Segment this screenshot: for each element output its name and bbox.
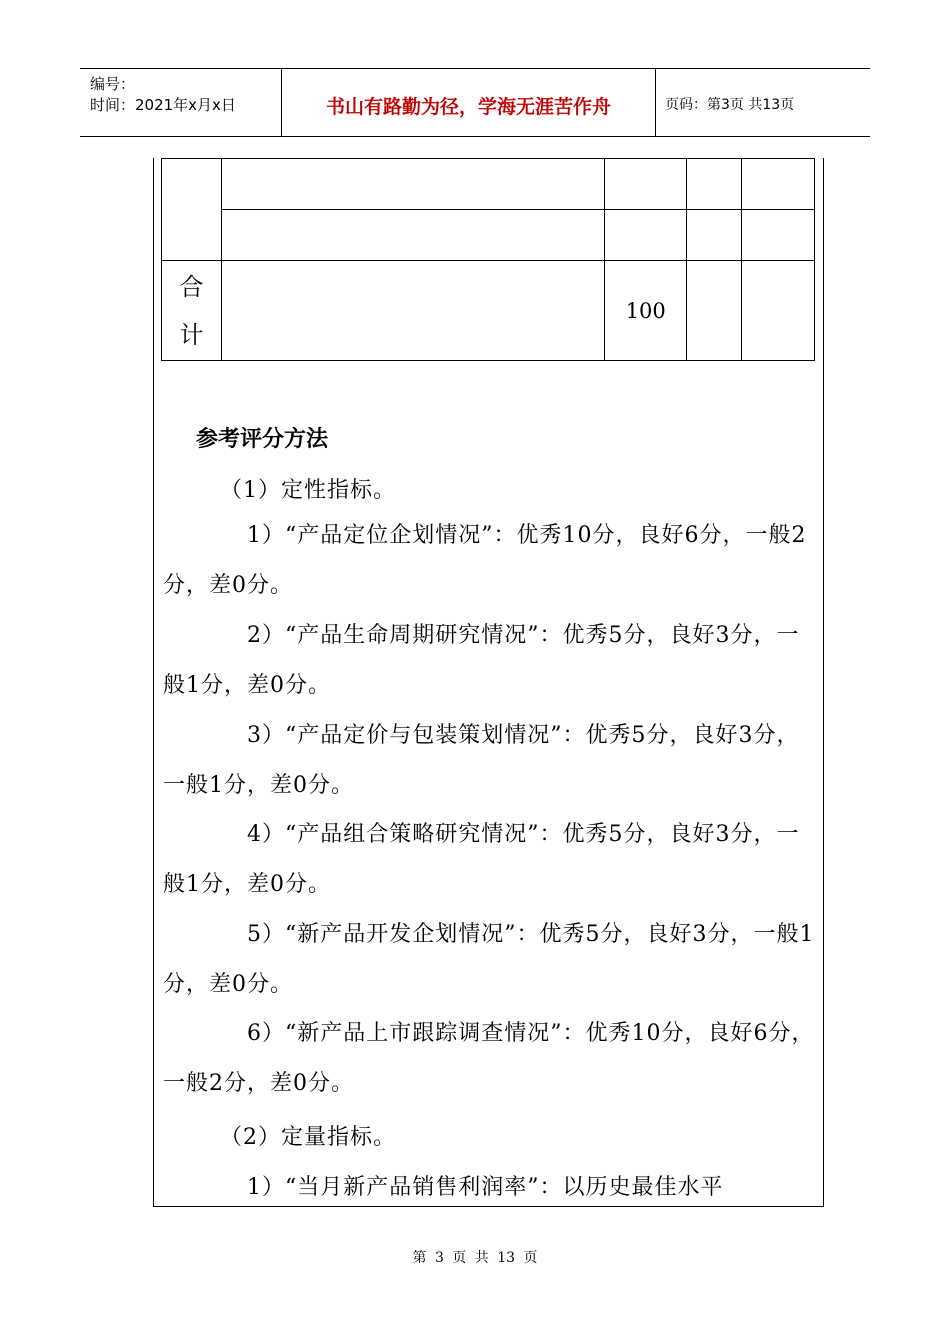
scoring-item: 1）“产品定位企划情况”：优秀10分，良好6分，一般2分，差0分。	[163, 523, 807, 598]
header-meta	[90, 74, 236, 116]
table-row-total	[162, 261, 815, 361]
table-cell	[605, 210, 687, 261]
table-cell	[221, 261, 604, 361]
table-cell	[742, 210, 815, 261]
scoring-item: 2）“产品生命周期研究情况”：优秀5分，良好3分，一般1分，差0分。	[163, 623, 800, 698]
header-bottom-rule	[80, 136, 870, 137]
header-page-info: 页码：第3页 共13页	[665, 97, 795, 113]
quantitative-item: 1）“当月新产品销售利润率”：以历史最佳水平	[247, 1175, 724, 1200]
scoring-item: 4）“产品组合策略研究情况”：优秀5分，良好3分，一般1分，差0分。	[163, 822, 800, 897]
quantitative-title: （2）定量指标。	[220, 1125, 396, 1150]
document-code: 编号：	[90, 75, 136, 93]
table-row	[162, 210, 815, 261]
scoring-item: 6）“新产品上市跟踪调查情况”：优秀10分，良好6分，一般2分，差0分。	[163, 1021, 815, 1096]
total-value: 100	[605, 261, 687, 361]
page-footer: 第 3 页 共 13 页	[412, 1250, 538, 1266]
table-cell	[221, 210, 604, 261]
table-cell	[605, 159, 687, 210]
qualitative-title: （1）定性指标。	[220, 478, 396, 503]
section-heading: 参考评分方法	[196, 427, 329, 452]
total-label: 计	[179, 320, 204, 349]
table-row	[162, 159, 815, 210]
table-cell	[687, 210, 742, 261]
total-label-cell	[162, 261, 222, 361]
scoring-item: 5）“新产品开发企划情况”：优秀5分，良好3分，一般1分，差0分。	[163, 922, 815, 997]
header-top-rule	[80, 68, 870, 69]
table-cell	[221, 159, 604, 210]
scoring-item: 3）“产品定价与包装策划情况”：优秀5分，良好3分，一般1分，差0分。	[163, 723, 800, 798]
header-motto: 书山有路勤为径，学海无涯苦作舟	[325, 96, 611, 118]
table-cell	[687, 261, 742, 361]
total-label: 合	[179, 272, 204, 301]
table-cell	[742, 261, 815, 361]
header-divider	[655, 68, 656, 136]
document-date: 时间：2021年x月x日	[90, 96, 236, 114]
table-cell	[687, 159, 742, 210]
score-table	[161, 158, 815, 361]
table-cell	[162, 159, 222, 261]
table-cell	[742, 159, 815, 210]
